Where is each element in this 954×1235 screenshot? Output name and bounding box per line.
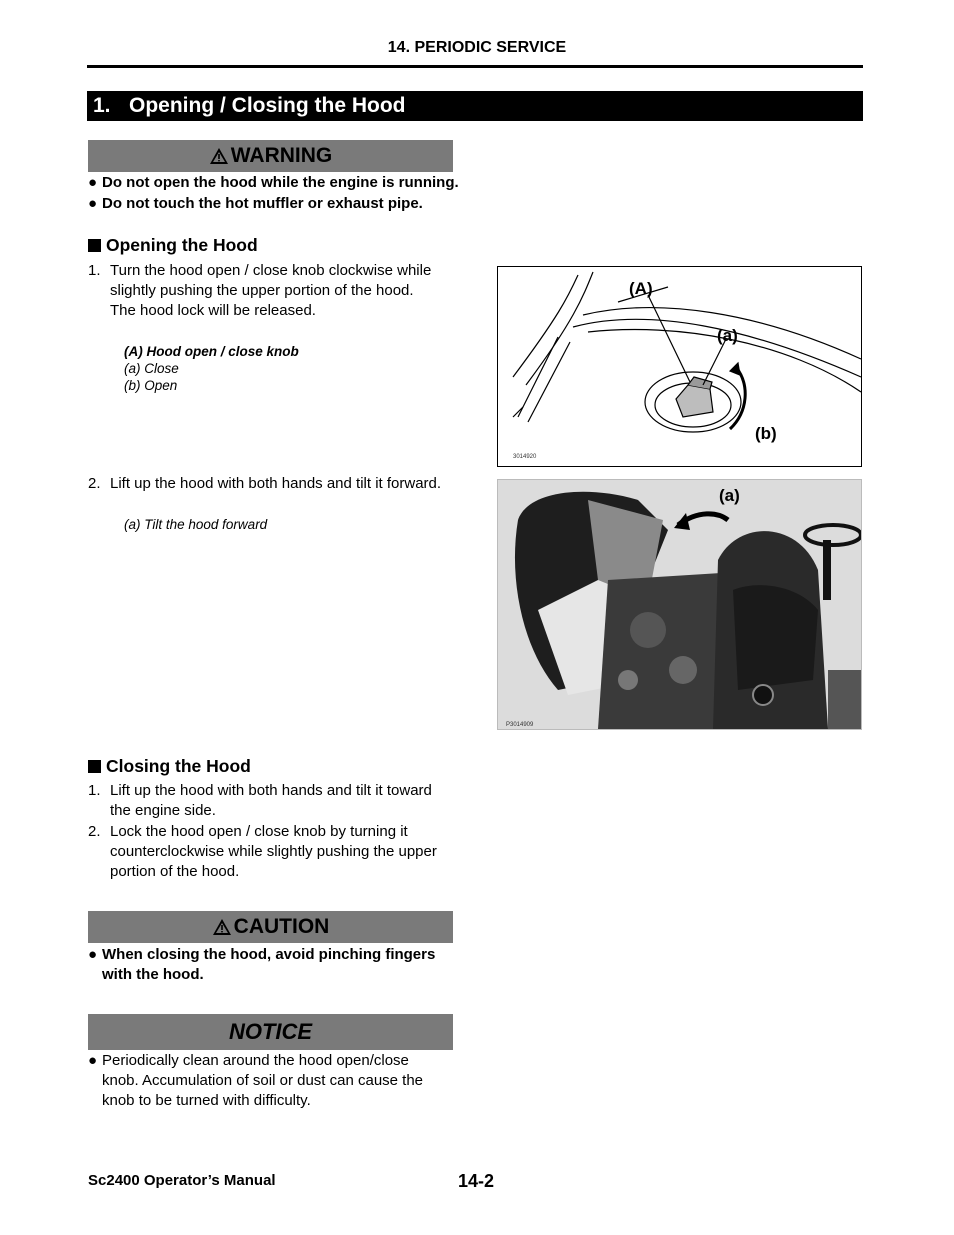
open-hood-photo-figure [497, 479, 862, 730]
figure1-label-a: (a) [717, 326, 738, 345]
caution-item: ● When closing the hood, avoid pinching fingers with the hood. [88, 946, 436, 983]
figure1-label-A: (A) [629, 279, 653, 298]
warning-triangle-icon [209, 147, 229, 165]
figure1-label-b: (b) [755, 424, 777, 443]
section-title: Opening / Closing the Hood [129, 94, 406, 117]
warning-label: WARNING [230, 144, 333, 167]
notice-label: NOTICE [228, 1019, 313, 1044]
hood-knob-illustration [498, 267, 861, 466]
header-rule [87, 65, 863, 68]
closing-step-2: 2. Lock the hood open / close knob by turning it counterclockwise while slightly pushing the upper portion of the hood. [88, 823, 437, 880]
figure1-code: 3014920 [513, 454, 537, 460]
caution-banner [88, 911, 453, 943]
closing-heading: Closing the Hood [88, 756, 251, 777]
footer-page-number: 14-2 [458, 1171, 495, 1191]
notice-banner [88, 1014, 453, 1050]
figure2-caption: (a) Tilt the hood forward [124, 517, 268, 532]
opening-step-1: 1. Turn the hood open / close knob clockwise while slightly pushing the upper portion of the hood. The hood lock will be released. [88, 262, 432, 319]
footer-manual-title: Sc2400 Operator’s Manual [88, 1172, 276, 1189]
knob-diagram-figure [497, 266, 862, 467]
figure2-code: P3014909 [506, 722, 534, 728]
section-number: 1. [93, 94, 111, 117]
opening-step-2: 2. Lift up the hood with both hands and tilt it forward. [88, 475, 442, 492]
figure2-label-a: (a) [719, 486, 740, 505]
chapter-header: 14. PERIODIC SERVICE [387, 39, 567, 56]
warning-item: ● Do not touch the hot muffler or exhaust pipe. [88, 195, 423, 212]
closing-step-1: 1. Lift up the hood with both hands and tilt it toward the engine side. [88, 782, 432, 819]
caution-label: CAUTION [233, 915, 330, 938]
square-bullet-icon [88, 760, 101, 773]
square-bullet-icon [88, 239, 101, 252]
opening-heading: Opening the Hood [88, 235, 258, 256]
section-title-bar [87, 91, 863, 121]
warning-banner [88, 140, 453, 172]
warning-item: ● Do not open the hood while the engine is running. [88, 174, 459, 191]
notice-item: ● Periodically clean around the hood open/close knob. Accumulation of soil or dust can cause the knob to be turned with difficulty. [88, 1052, 424, 1109]
warning-triangle-icon [212, 918, 232, 936]
open-hood-photo [498, 480, 861, 729]
figure1-caption: (A) Hood open / close knob (a) Close (b) Open [124, 344, 299, 393]
